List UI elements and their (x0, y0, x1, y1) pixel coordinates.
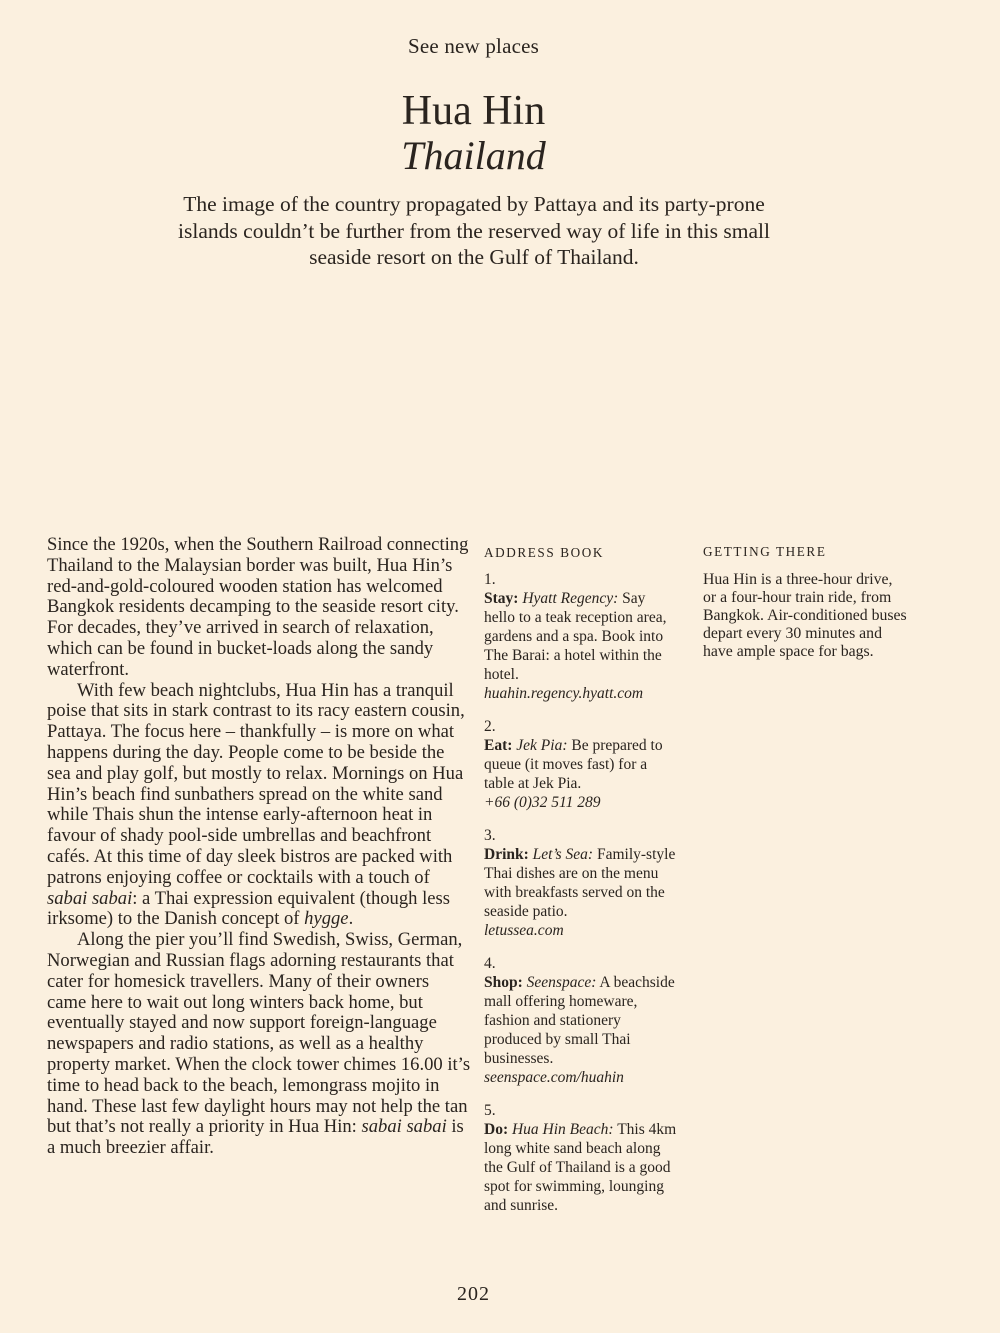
getting-there-text: Hua Hin is a three-hour drive, or a four-hour train ride, from Bangkok. Air-conditioned buses depart every 30 minutes and have ample space for bags. (703, 570, 907, 660)
entry-body (484, 845, 680, 940)
entry-text: Say hello to a teak reception area, gardens and a spa. Book into The Barai: a hotel within the hotel. (484, 590, 667, 683)
entry-link: seenspace.com/huahin (484, 1069, 624, 1086)
entry-number: 1. (484, 571, 496, 588)
intro-text: The image of the country propagated by Pattaya and its party-prone islands couldn’t be further from the reserved way of life in this small seaside resort on the Gulf of Thailand. (178, 192, 770, 270)
page-subtitle: Thailand (401, 133, 546, 178)
address-entry-drink (484, 826, 680, 940)
article-paragraph: Since the 1920s, when the Southern Railroad connecting Thailand to the Malaysian border was built, Hua Hin’s red-and-gold-coloured wooden station has welcomed Bangkok residents decamping to the seaside resort city. For decades, they’ve arrived in search of relaxation, which can be found in bucket-loads along the sandy waterfront. (47, 534, 469, 680)
entry-label: Stay: (484, 590, 519, 607)
entry-name: Hua Hin Beach: (511, 1121, 614, 1138)
entry-body (484, 1120, 680, 1215)
entry-number: 4. (484, 955, 496, 972)
entry-text: Family-style Thai dishes are on the menu with breakfasts served on the seaside patio. (484, 846, 676, 920)
entry-text: Be prepared to queue (it moves fast) for a table at Jek Pia. (484, 737, 663, 792)
entry-label: Drink: (484, 846, 529, 863)
address-book-column (484, 543, 680, 1229)
address-entry-do (484, 1101, 680, 1215)
section-kicker: See new places (407, 34, 540, 58)
entry-link: +66 (0)32 511 289 (484, 794, 601, 811)
getting-there-column (703, 543, 908, 660)
entry-text: A beachside mall offering homeware, fashion and stationery produced by small Thai businesses. (484, 974, 675, 1067)
entry-name: Jek Pia: (516, 737, 568, 754)
entry-body (484, 589, 680, 703)
address-entry-stay (484, 570, 680, 703)
getting-there-heading: GETTING THERE (703, 544, 827, 559)
entry-body (484, 736, 680, 812)
entry-name: Let’s Sea: (532, 846, 594, 863)
address-entry-shop (484, 954, 680, 1087)
entry-number: 3. (484, 827, 496, 844)
entry-label: Do: (484, 1121, 509, 1138)
page-title: Hua Hin (401, 88, 546, 134)
entry-label: Shop: (484, 974, 523, 991)
article-column (47, 535, 471, 1159)
entry-number: 5. (484, 1102, 496, 1119)
entry-text: This 4km long white sand beach along the Gulf of Thailand is a good spot for swimming, lounging and sunrise. (484, 1121, 677, 1214)
entry-label: Eat: (484, 737, 513, 754)
entry-body (484, 973, 680, 1087)
article-paragraph: Along the pier you’ll find Swedish, Swiss, German, Norwegian and Russian flags adorning restaurants that cater for homesick travellers. Many of their owners came here to wait out long winters back home, but eventually stayed and now support foreign-language newspapers and radio stations, as well as a healthy property market. When the clock tower chimes 16.00 it’s time to head back to the beach, lemongrass mojito in hand. These last few daylight hours may not help the tan but that’s not really a priority in Hua Hin: sabai sabai is a much breezier affair. (47, 929, 471, 1159)
article-paragraph: With few beach nightclubs, Hua Hin has a tranquil poise that sits in stark contrast to its racy eastern cousin, Pattaya. The focus here – thankfully – is more on what happens during the day. People come to be beside the sea and play golf, but mostly to relax. Mornings on Hua Hin’s beach find sunbathers spread on the white sand while Thais shun the intense early-afternoon heat in favour of shady pool-side umbrellas and beachfront cafés. At this time of day sleek bistros are packed with patrons enjoying coffee or cocktails with a touch of sabai sabai: a Thai expression equivalent (though less irksome) to the Danish concept of hygge. (47, 679, 465, 930)
entry-link: huahin.regency.hyatt.com (484, 685, 644, 702)
address-book-heading: ADDRESS BOOK (484, 545, 604, 560)
address-entry-eat (484, 717, 680, 812)
entry-name: Seenspace: (526, 974, 597, 991)
page-number: 202 (457, 1283, 490, 1305)
entry-number: 2. (484, 718, 496, 735)
entry-name: Hyatt Regency: (522, 590, 619, 607)
entry-link: letussea.com (484, 922, 564, 939)
